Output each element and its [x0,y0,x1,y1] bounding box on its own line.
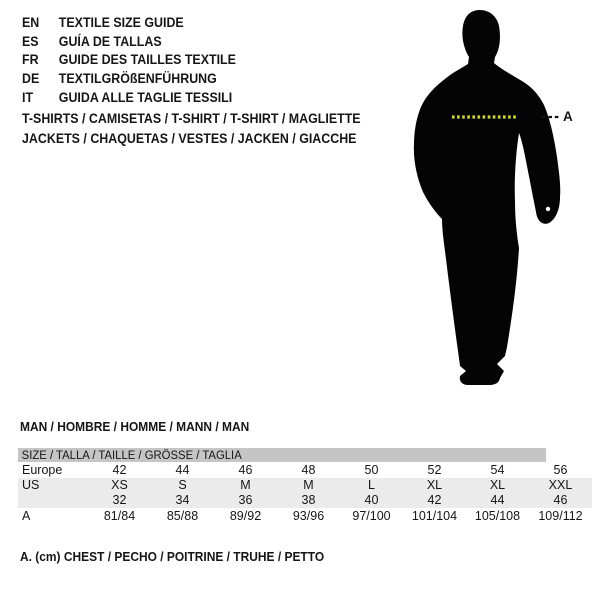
size-value: XL [489,478,506,492]
size-value: 101/104 [411,509,458,523]
size-value: 97/100 [352,509,391,523]
size-value: 85/88 [166,509,199,523]
size-value: 38 [301,493,316,507]
hand-thumb-detail [546,207,550,211]
guide-title: TEXTILE SIZE GUIDE [58,15,184,30]
size-value: 89/92 [229,509,262,523]
size-value: 54 [490,462,505,477]
size-value: 48 [301,462,316,477]
category-line-tshirts: T-SHIRTS / CAMISETAS / T-SHIRT / T-SHIRT / MAGLIETTE [22,111,361,126]
size-value: 105/108 [474,509,521,523]
size-value: 42 [112,462,127,477]
size-value: S [178,478,187,492]
language-row [22,33,236,52]
size-value: 50 [364,462,379,477]
measure-label-a: A [563,109,573,124]
table-row-chest-a [18,508,592,525]
size-value: 32 [112,493,127,507]
size-value: 56 [553,462,568,477]
size-value: M [303,478,314,492]
language-code: EN [22,15,40,30]
measurement-footnote: A. (cm) CHEST / PECHO / POITRINE / TRUHE / PETTO [20,549,325,564]
man-silhouette [395,0,600,400]
guide-title: GUÍA DE TALLAS [58,33,162,49]
language-row [22,89,236,108]
size-value: 46 [553,493,568,507]
table-row-europe [18,462,592,478]
size-value: 44 [490,493,505,507]
language-code: IT [22,89,34,105]
size-value: 44 [175,462,190,477]
guide-title: GUIDE DES TAILLES TEXTILE [58,52,236,68]
language-row [22,51,236,70]
category-line-jackets: JACKETS / CHAQUETAS / VESTES / JACKEN / GIACCHE [22,130,357,146]
size-value: 81/84 [103,509,136,523]
size-value: 52 [427,462,442,477]
row-label: A [22,509,31,523]
category-lines [22,109,361,148]
size-value: 34 [175,493,190,507]
size-value: 42 [427,493,442,507]
language-code: FR [22,52,39,68]
language-code: ES [22,33,39,49]
section-heading-man: MAN / HOMBRE / HOMME / MANN / MAN [20,419,250,434]
row-label: Europe [22,462,63,477]
size-value: 36 [238,493,253,507]
size-table [18,448,592,525]
language-code: DE [22,71,40,87]
size-value: 40 [364,493,379,507]
language-row [22,14,236,33]
size-table-header: SIZE / TALLA / TAILLE / GRÖSSE / TAGLIA [18,448,546,462]
size-value: L [368,478,375,492]
guide-title: GUIDA ALLE TAGLIE TESSILI [58,89,233,105]
size-value: 109/112 [538,509,583,523]
table-row-uk [18,493,592,508]
language-row [22,70,236,89]
size-value: M [240,478,251,492]
language-list [22,14,236,108]
table-row-us [18,478,592,493]
size-value: 46 [238,462,253,477]
size-value: XL [426,478,443,492]
row-label: US [22,478,40,492]
man-silhouette-shape [414,10,560,385]
size-value: XXL [548,478,573,492]
size-value: XS [111,478,128,492]
size-value: 93/96 [292,509,325,523]
guide-title: TEXTILGRÖßENFÜHRUNG [58,71,217,87]
